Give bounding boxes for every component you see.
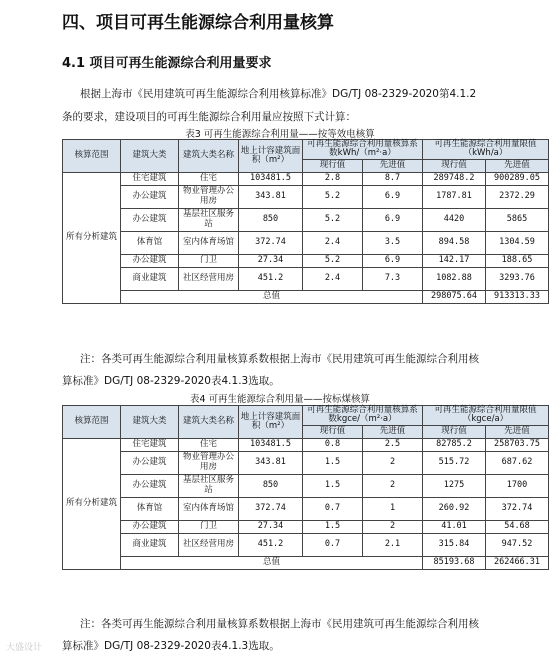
col-category: 建筑大类 [121, 406, 179, 439]
coef-advanced-cell: 2 [363, 520, 423, 533]
total-row [63, 290, 549, 303]
subcategory-cell: 住宅 [179, 172, 239, 185]
subcategory-cell: 基层社区服务站 [179, 208, 239, 231]
category-cell: 办公建筑 [121, 254, 179, 267]
total-advanced: 262466.31 [486, 556, 549, 569]
col-limit: 可再生能源综合利用量限值（kgce/a） [423, 406, 549, 426]
coef-advanced-cell: 2.1 [363, 533, 423, 556]
limit-advanced-cell: 687.62 [486, 451, 549, 474]
col-area: 地上计容建筑面积（m²） [239, 406, 303, 439]
limit-advanced-cell: 258703.75 [486, 438, 549, 451]
coef-current-cell: 0.8 [303, 438, 363, 451]
col-coef-advanced: 先进值 [363, 159, 423, 172]
limit-advanced-cell: 54.68 [486, 520, 549, 533]
area-cell: 103481.5 [239, 438, 303, 451]
limit-current-cell: 1082.88 [423, 267, 486, 290]
total-current: 85193.68 [423, 556, 486, 569]
table-row [63, 474, 549, 497]
category-cell: 办公建筑 [121, 474, 179, 497]
limit-current-cell: 289748.2 [423, 172, 486, 185]
category-cell: 商业建筑 [121, 533, 179, 556]
area-cell: 850 [239, 208, 303, 231]
coef-advanced-cell: 6.9 [363, 185, 423, 208]
total-row [63, 556, 549, 569]
limit-advanced-cell: 947.52 [486, 533, 549, 556]
category-cell: 办公建筑 [121, 451, 179, 474]
coef-current-cell: 2.4 [303, 267, 363, 290]
coef-current-cell: 0.7 [303, 497, 363, 520]
intro-line-1: 根据上海市《民用建筑可再生能源综合利用核算标准》DG/TJ 08-2329-2020第4.1.2 [80, 88, 477, 100]
table-row [63, 254, 549, 267]
limit-current-cell: 894.58 [423, 231, 486, 254]
area-cell: 343.81 [239, 185, 303, 208]
limit-advanced-cell: 372.74 [486, 497, 549, 520]
area-cell: 372.74 [239, 497, 303, 520]
subcategory-cell: 社区经营用房 [179, 267, 239, 290]
coef-current-cell: 2.8 [303, 172, 363, 185]
limit-advanced-cell: 1700 [486, 474, 549, 497]
area-cell: 103481.5 [239, 172, 303, 185]
total-label: 总值 [121, 290, 423, 303]
category-cell: 办公建筑 [121, 208, 179, 231]
col-limit-advanced: 先进值 [486, 425, 549, 438]
table4-caption: 表4 可再生能源综合利用量——按标煤核算 [189, 394, 371, 405]
subcategory-cell: 门卫 [179, 254, 239, 267]
limit-advanced-cell: 5865 [486, 208, 549, 231]
col-subcategory: 建筑大类名称 [179, 140, 239, 173]
limit-current-cell: 41.01 [423, 520, 486, 533]
category-cell: 体育馆 [121, 497, 179, 520]
subcategory-cell: 社区经营用房 [179, 533, 239, 556]
col-coef-current: 现行值 [303, 425, 363, 438]
category-cell: 住宅建筑 [121, 172, 179, 185]
coef-advanced-cell: 3.5 [363, 231, 423, 254]
category-cell: 办公建筑 [121, 185, 179, 208]
col-coefficient: 可再生能源综合利用量核算系数kgce/（m²·a） [303, 406, 423, 426]
category-cell: 办公建筑 [121, 520, 179, 533]
subsection-title: 4.1 项目可再生能源综合利用量要求 [62, 56, 272, 71]
table-row [63, 520, 549, 533]
area-cell: 451.2 [239, 533, 303, 556]
coef-current-cell: 1.5 [303, 474, 363, 497]
section-title: 四、项目可再生能源综合利用量核算 [62, 13, 334, 33]
scope-cell: 所有分析建筑 [63, 438, 121, 569]
note2-line-1: 注：各类可再生能源综合利用量核算系数根据上海市《民用建筑可再生能源综合利用核 [80, 618, 479, 630]
col-limit-current: 现行值 [423, 425, 486, 438]
coef-advanced-cell: 2.5 [363, 438, 423, 451]
total-current: 298075.64 [423, 290, 486, 303]
limit-advanced-cell: 188.65 [486, 254, 549, 267]
table-row [63, 208, 549, 231]
table3-caption: 表3 可再生能源综合利用量——按等效电核算 [185, 129, 375, 140]
coef-current-cell: 5.2 [303, 185, 363, 208]
note1-line-2: 算标准》DG/TJ 08-2329-2020表4.1.3选取。 [62, 375, 280, 387]
coef-advanced-cell: 6.9 [363, 254, 423, 267]
subcategory-cell: 门卫 [179, 520, 239, 533]
coef-advanced-cell: 7.3 [363, 267, 423, 290]
subcategory-cell: 基层社区服务站 [179, 474, 239, 497]
table-row [63, 438, 549, 451]
limit-advanced-cell: 900289.05 [486, 172, 549, 185]
col-coefficient: 可再生能源综合利用量核算系数kWh/（m²·a） [303, 140, 423, 160]
subcategory-cell: 物业管理办公用房 [179, 451, 239, 474]
category-cell: 体育馆 [121, 231, 179, 254]
col-area: 地上计容建筑面积（m²） [239, 140, 303, 173]
coef-current-cell: 5.2 [303, 208, 363, 231]
limit-current-cell: 142.17 [423, 254, 486, 267]
area-cell: 372.74 [239, 231, 303, 254]
table4 [62, 405, 549, 570]
col-coef-advanced: 先进值 [363, 425, 423, 438]
col-limit: 可再生能源综合利用量限值（kWh/a） [423, 140, 549, 160]
coef-current-cell: 1.5 [303, 451, 363, 474]
table-row [63, 267, 549, 290]
limit-advanced-cell: 1304.59 [486, 231, 549, 254]
area-cell: 343.81 [239, 451, 303, 474]
subcategory-cell: 室内体育场馆 [179, 497, 239, 520]
scope-cell: 所有分析建筑 [63, 172, 121, 303]
limit-current-cell: 4420 [423, 208, 486, 231]
table-row [63, 533, 549, 556]
table-row [63, 451, 549, 474]
intro-line-2: 条的要求，建设项目的可再生能源综合利用量应按照下式计算： [62, 111, 356, 123]
coef-advanced-cell: 8.7 [363, 172, 423, 185]
total-label: 总值 [121, 556, 423, 569]
limit-current-cell: 260.92 [423, 497, 486, 520]
col-coef-current: 现行值 [303, 159, 363, 172]
coef-advanced-cell: 2 [363, 474, 423, 497]
col-limit-advanced: 先进值 [486, 159, 549, 172]
watermark: 大盛设计 [6, 643, 43, 653]
col-category: 建筑大类 [121, 140, 179, 173]
area-cell: 27.34 [239, 520, 303, 533]
note1-line-1: 注：各类可再生能源综合利用量核算系数根据上海市《民用建筑可再生能源综合利用核 [80, 353, 479, 365]
table-row [63, 185, 549, 208]
coef-current-cell: 1.5 [303, 520, 363, 533]
coef-current-cell: 2.4 [303, 231, 363, 254]
col-subcategory: 建筑大类名称 [179, 406, 239, 439]
coef-advanced-cell: 6.9 [363, 208, 423, 231]
limit-current-cell: 1275 [423, 474, 486, 497]
limit-current-cell: 315.84 [423, 533, 486, 556]
coef-current-cell: 0.7 [303, 533, 363, 556]
table3 [62, 139, 549, 304]
total-advanced: 913313.33 [486, 290, 549, 303]
coef-advanced-cell: 1 [363, 497, 423, 520]
coef-advanced-cell: 2 [363, 451, 423, 474]
coef-current-cell: 5.2 [303, 254, 363, 267]
note2-line-2: 算标准》DG/TJ 08-2329-2020表4.1.3选取。 [62, 640, 280, 652]
col-limit-current: 现行值 [423, 159, 486, 172]
area-cell: 27.34 [239, 254, 303, 267]
table-row [63, 497, 549, 520]
category-cell: 住宅建筑 [121, 438, 179, 451]
table-row [63, 172, 549, 185]
col-scope: 核算范围 [63, 406, 121, 439]
limit-current-cell: 1787.81 [423, 185, 486, 208]
area-cell: 451.2 [239, 267, 303, 290]
col-scope: 核算范围 [63, 140, 121, 173]
limit-current-cell: 82785.2 [423, 438, 486, 451]
limit-advanced-cell: 2372.29 [486, 185, 549, 208]
subcategory-cell: 室内体育场馆 [179, 231, 239, 254]
area-cell: 850 [239, 474, 303, 497]
subcategory-cell: 住宅 [179, 438, 239, 451]
subcategory-cell: 物业管理办公用房 [179, 185, 239, 208]
table-row [63, 231, 549, 254]
limit-current-cell: 515.72 [423, 451, 486, 474]
limit-advanced-cell: 3293.76 [486, 267, 549, 290]
category-cell: 商业建筑 [121, 267, 179, 290]
